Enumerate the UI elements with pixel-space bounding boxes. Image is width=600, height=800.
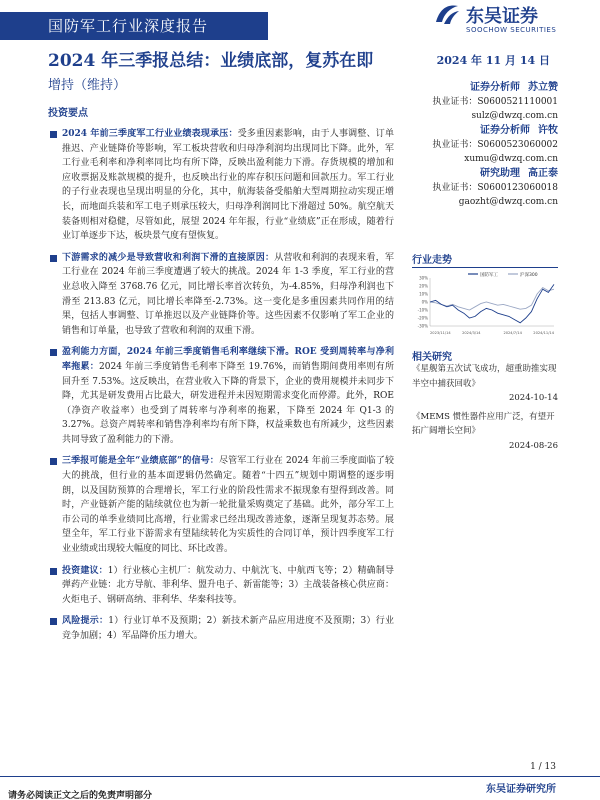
analyst-title: 证券分析师 xyxy=(480,125,530,136)
y-tick-label: -10% xyxy=(417,307,428,313)
trend-divider xyxy=(412,267,558,268)
bullet-square-icon xyxy=(50,255,57,262)
paragraph-body: 尽管军工行业在 2024 年前三季度面临了较大的挑战，但行业的基本面逻辑仍然确定。随着“十四五”规划中期调整的逐步明朗，以及国防预算的合理增长，军工行业的阶段性需求不振现象有望得到改善。同时，产业链新产能的陆续就位也为新一轮批量采购奠定了基础。此外，部分军工上市公司的单季业绩同比高增，行业需求已经出现改善迹象，逐渐呈现复苏态势。展望全年，军工行业下游需求有望陆续转化为实质性的合同订单，预计四季度军工行业业绩或出现较大幅度的同比、环比改善。 xyxy=(62,456,394,555)
y-tick-label: -30% xyxy=(417,323,428,329)
paragraph-body: 1）行业订单不及预期；2）新技术新产品应用进度不及预期；3）行业竞争加剧；4）军品降价压力增大。 xyxy=(62,616,394,641)
y-tick-label: 30% xyxy=(419,275,428,281)
analyst-name: 许牧 xyxy=(538,125,558,136)
disclaimer: 请务必阅读正文之后的免责声明部分 xyxy=(8,791,153,800)
analyst-name: 苏立赞 xyxy=(528,82,558,93)
related-title: 相关研究 xyxy=(412,352,452,363)
analyst-license: 执业证书：S0600123060018 xyxy=(432,183,558,193)
analyst-block xyxy=(412,80,558,123)
brand-logo-icon xyxy=(434,2,460,26)
analyst-panel xyxy=(412,80,558,209)
paragraph-lead: 盈利能力方面，2024 年前三季度销售毛利率继续下滑。ROE 受到周转率与净利率拖累： xyxy=(62,347,394,372)
legend-label-b: 沪深300 xyxy=(520,273,538,278)
paragraph-body: 1）行业核心主机厂：航发动力、中航沈飞、中航西飞等；2）精确制导弹药产业链：北方导航、菲利华、盟升电子、新雷能等；3）主战装备核心供应商：火炬电子、钢研高纳、菲利华、华秦科技等。 xyxy=(62,565,394,605)
industry-trend-chart xyxy=(412,270,558,336)
brand-name: 东吴证券 xyxy=(466,6,538,27)
analyst-email[interactable]: xumu@dwzq.com.cn xyxy=(464,153,558,164)
rating: 增持（维持） xyxy=(48,78,127,93)
analyst-name: 高正泰 xyxy=(528,168,558,179)
report-category: 国防军工行业深度报告 xyxy=(48,17,209,35)
analyst-title: 证券分析师 xyxy=(470,82,520,93)
summary-paragraph xyxy=(48,564,394,608)
related-item-title[interactable]: 《星舰第五次试飞成功，超重助推实现半空中捕获回收》 xyxy=(412,364,557,389)
summary-label: 投资要点 xyxy=(48,108,88,119)
paragraph-body: 从营收和利润的表现来看，军工行业在 2024 年前三季度遭遇了较大的挑战。2024 年 1-3 季度，军工行业的营业总收入降至 3768.76 亿元，同比增长率首次转负，为-4.85%，归母净利润也下滑至 213.83 亿元，同比增长率降至-2.73%。这一变化是多重因素共同作用的结果，包括人事调整、订单推迟以及产业链降价等。这些因素不仅影响了军工企业的销售和订单量，也导致了营收和利润的双重下滑。 xyxy=(62,252,394,336)
x-tick-label: 2024/7/14 xyxy=(503,331,522,335)
analyst-email[interactable]: gaozht@dwzq.com.cn xyxy=(458,196,558,207)
summary-paragraph xyxy=(48,127,394,244)
report-title: 2024 年三季报总结：业绩底部，复苏在即 xyxy=(48,51,374,71)
y-tick-label: 0% xyxy=(421,299,428,305)
report-date: 2024 年 11 月 14 日 xyxy=(436,54,550,67)
bullet-square-icon xyxy=(50,349,57,356)
x-tick-label: 2024/3/14 xyxy=(462,331,481,335)
analyst-role xyxy=(412,123,558,139)
summary-paragraph xyxy=(48,251,394,339)
analyst-block xyxy=(412,123,558,166)
paragraph-body: 2024 年前三季度销售毛利率下降至 19.76%，而销售期间费用率则有所回升至 7.53%。这反映出，在营业收入下降的背景下，企业的费用规模并未同步下降，尤其是研发费用占比最大，研发进程并未因短期需求变化而停滞。此外，ROE（净资产收益率）也受到了周转率与净利率的拖累，下降至 2024 年 Q1-3 的 3.27%。总资产周转率和销售净利率均有所下降，权益乘数也有所减少，这些因素共同导致了盈利能力的下滑。 xyxy=(62,361,394,445)
related-item-date: 2024-10-14 xyxy=(508,393,558,403)
paragraph-lead: 风险提示： xyxy=(62,616,109,627)
analyst-email[interactable]: sulz@dwzq.com.cn xyxy=(471,110,558,121)
bullet-square-icon xyxy=(50,568,57,575)
y-tick-label: 10% xyxy=(419,291,428,297)
legend-label-a: 国防军工 xyxy=(480,273,498,278)
brand-logo xyxy=(434,2,574,38)
summary-paragraph xyxy=(48,345,394,447)
trend-title: 行业走势 xyxy=(412,255,452,266)
related-item-date: 2024-08-26 xyxy=(508,440,558,451)
related-item-title[interactable]: 《MEMS 惯性器件应用广泛，有望开拓广阔增长空间》 xyxy=(412,411,555,436)
y-tick-label: 20% xyxy=(419,283,428,289)
paragraph-body: 受多重因素影响，由于人事调整、订单推迟、产业链降价等影响，军工板块营收和归母净利润均出现同比下降。此外，军工行业毛利率和净利率同比均有所下降，反映出盈利能力下滑。存货规模的增加和应收票据及账款规模的提升，也反映出行业的库存积压问题和回款压力。军工行业的子行业表现也呈现出明显的分化，其中，航海装备受船舶大型周期拉动实现正增长，而地面兵装和军工电子则承压较大，归母净利润同比下滑超过 50%。航空航天装备则相对稳健，尽管如此，展望 2024 年年报，行业“业绩底”正在形成，随着行业订单逐步下达，板块景气度有望恢复。 xyxy=(62,129,394,242)
brand-name-en: SOOCHOW SECURITIES xyxy=(466,26,557,34)
summary-section xyxy=(48,104,394,651)
paragraph-lead: 2024 年前三季度军工行业业绩表现承压： xyxy=(62,129,238,139)
paragraph-lead: 三季报可能是全年“业绩底部”的信号： xyxy=(62,456,219,467)
analyst-license: 执业证书：S0600521110001 xyxy=(432,97,558,107)
paragraph-lead: 投资建议： xyxy=(62,565,108,576)
footer-divider xyxy=(0,776,600,777)
bullet-square-icon xyxy=(50,618,57,625)
summary-paragraphs xyxy=(48,127,394,644)
analyst-role xyxy=(412,166,558,182)
page-number: 1 / 13 xyxy=(530,762,556,772)
y-tick-label: -20% xyxy=(417,315,428,321)
summary-paragraph xyxy=(48,614,394,643)
x-tick-label: 2023/11/14 xyxy=(430,331,451,335)
paragraph-lead: 下游需求的减少是导致营收和利润下滑的直接原因： xyxy=(62,252,275,263)
analyst-license: 执业证书：S0600523060002 xyxy=(432,140,558,150)
analyst-role xyxy=(412,80,558,96)
bullet-square-icon xyxy=(50,131,57,138)
related-list xyxy=(412,362,558,457)
analyst-title: 研究助理 xyxy=(480,168,520,179)
analyst-block xyxy=(412,166,558,209)
summary-paragraph xyxy=(48,454,394,556)
bullet-square-icon xyxy=(50,458,57,465)
x-tick-label: 2024/11/14 xyxy=(533,331,554,335)
institute-name: 东吴证券研究所 xyxy=(486,784,556,795)
